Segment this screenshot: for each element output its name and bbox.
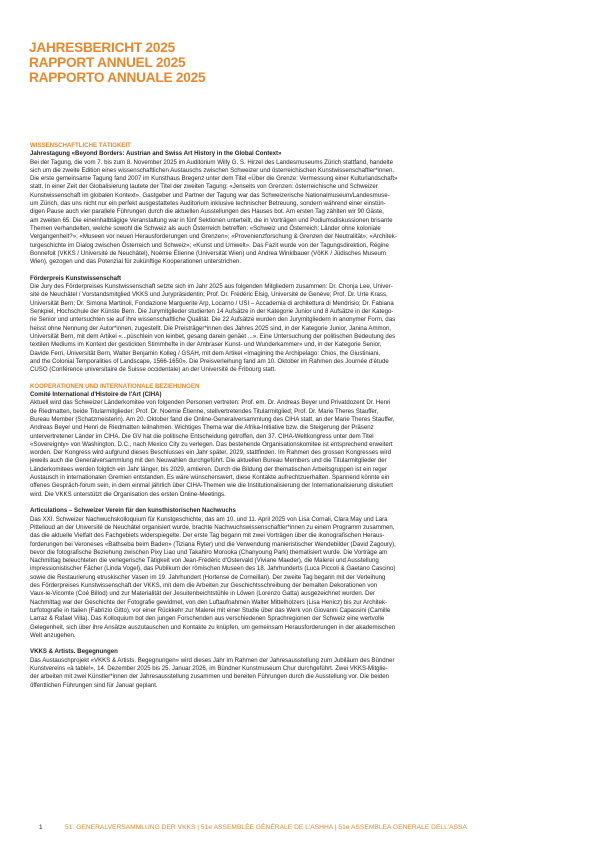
text-line: Nachmittag war der Geschichte der Fotografie gewidmet, von den Luftaufnahmen Walter Mittelholzers (Lisa Henicz) bis zur Architek- (30, 598, 388, 606)
paragraph-ciha (30, 399, 567, 499)
subsection-title-research-prize: Förderpreis Kunstwissenschaft (30, 274, 122, 282)
text-line: wird. Die VKKS unterstützt die Organisation des ersten Online-Meetings. (30, 490, 226, 498)
text-line: Universität Bern, mit dem Artikel «...püschlein von leinbet, gesang darein genäet ...». Eine Untersuchung der politischen Bedeutung des (30, 332, 396, 340)
title-italian: RAPPORTO ANNUALE 2025 (29, 70, 206, 86)
text-line: worden. Der Kongress wird aufgrund dieses Beschlusses ein Jahr später, 2029, stattfinden. Im Rahmen des grossen Kongresses wird (30, 449, 392, 457)
text-line: Themen verhandelten, welche sowohl die Schweiz als auch Österreich betreffen: «Schweiz und Österreich: Länder ohne koloniale (30, 224, 381, 232)
text-line: de Riedmatten, beide Titularmitglieder; Prof. Dr. Noémie Étienne, stellvertretendes Titularmitglied; Prof. Dr. Marie Theres Stauffer, (30, 407, 379, 415)
text-line: «Sovereignty» von Washington, D.C., nach Mexico City zu verlegen. Das bestehende Organisationskomitee ist entsprechend erweitert (30, 440, 393, 448)
text-line: sich um die zweite Edition eines wissenschaftlichen Austauschs zwischen Schweizer und österreichischen Kunstwissenschaftler*innen. (30, 166, 395, 174)
text-line: impressionistischer Fächer (Linda Vogel), das Publikum der römischen Museen des 18. Jahrhunderts (Luca Piccoli & Gaetano Cascino) (30, 565, 396, 573)
page-number: 1 (39, 824, 43, 831)
text-line: Davide Ferri, Universität Bern, Walter Benjamin Kolleg / GSAH, mit dem Artikel «Imagining the Archipelago: Chios, the Giustiniani, (30, 349, 380, 357)
text-line: der arbeiten mit zwei Künstler*innen der Jahresausstellung zusammen und bereiten Führungen durch die Ausstellung vor. Die beiden (30, 673, 390, 681)
text-line: um Zürich, das uns nicht nur ein perfekt ausgestattetes Auditorium inklusive technischer Betreuung, sondern während einer einstün- (30, 200, 386, 208)
text-line: Die erste gemeinsame Tagung fand 2007 im Kunsthaus Bregenz unter dem Titel «Über die Grenze: Vermessung einer Kulturlandschaft» (30, 175, 398, 183)
text-line: turfotografie in Italien (Fabrizio Gitto), vor einer Rückkehr zur Malerei mit einer Studie über das Werk von Giovanni Capassini (Camille (30, 606, 391, 614)
text-line: Andreas Beyer und Henri de Riedmatten teilnahmen. Wichtiges Thema war die Afrika-Initiative bzw. die Steigerung der Präsenz (30, 424, 374, 432)
text-line: am zweiten 65. Die eineinhalbtägige Veranstaltung war in fünf Sektionen unterteilt, die in Vorträgen und Podiumsdiskussionen brisante (30, 216, 393, 224)
text-line: Bei der Tagung, die vom 7. bis zum 8. November 2025 im Auditorium Willy G. S. Hirzel des Landesmuseums Zürich stattfand, handelte (30, 158, 393, 166)
text-line: Länderkomitees werden folglich ein Jahr länger, bis 2029, amtieren. Durch die Bildung der thematischen Arbeitsgruppen ist ein reger (30, 465, 388, 473)
text-line: Das XXI. Schweizer Nachwuchskolloquium für Kunstgeschichte, das am 10. und 11. April 2025 von Lisa Cornali, Clara May und Lara (30, 515, 388, 523)
subsection-title-ciha: Comité International d'Histoire de l'Art (CIHA) (30, 391, 162, 399)
text-line: Larraz & Rafael Villa). Das Kolloquium bot den jungen Forschenden aus verschiedenen Sprachregionen der Schweiz eine wertvolle (30, 615, 385, 623)
paragraph-annual-conference (30, 159, 567, 267)
title-german: JAHRESBERICHT 2025 (29, 40, 175, 55)
title-french: RAPPORT ANNUEL 2025 (29, 55, 186, 71)
text-line: Vaux-le-Vicomte (Coé Billod) und zur Materialität der Jesuitenbeichtstühle in Löwen (Lorenzo Gatta) ausgezeichnet wurden. Der (30, 590, 375, 598)
text-line: Welt anzugehen. (30, 631, 76, 639)
text-line: Universität Bern; Dr. Simona Martinoli, Fondazione Marguerite Arp, Locarno / USI – Accademia di architettura di Mendrisio; Dr. Fabiana (30, 299, 394, 307)
paragraph-articulations (30, 516, 567, 640)
text-line: digen Pause auch vier parallele Führungen durch die aktuellen Ausstellungen des Hauses bot. Am ersten Tag zählten wir 90 Gäste, (30, 208, 384, 216)
text-line: Kunstwissenschaft im globalen Kontext». Gastgeber und Partner der Tagung war das Schweizerische Nationalmuseum/Landesmuse- (30, 191, 390, 199)
subsection-title-vkks-artists: VKKS & Artists. Begegnungen (30, 648, 118, 656)
text-line: Nachmittag beleuchteten die verlegerische Tätigkeit von Jean-Frédéric d'Ostervald (Viviane Maeder), die Malerei und Ausstellung (30, 557, 379, 565)
subsection-title-annual-conference: Jahrestagung «Beyond Borders: Austrian and Swiss Art History in the Global Context» (30, 150, 282, 158)
text-line: heisst ohne Nennung der Autor*innen, zugestellt. Die Preisträger*innen des Jahres 2025 sind, in der Kategorie Junior, Janina Ammon, (30, 324, 392, 332)
text-line: CUSO (Conférence universitaire de Suisse occidentale) an der Université de Fribourg statt. (30, 366, 276, 374)
text-line: das die aktuelle Vielfalt des Fachgebiets widerspiegelte. Der erste Tag begann mit zwei Vorträgen über die ikonografischen Heraus- (30, 532, 385, 540)
text-line: turgeschichte im Dialog zwischen Österreich und Schweiz»; «Kunst und Umwelt». Das Fazit wurde von der Tagungsdirektion, Régine (30, 241, 389, 249)
text-line: des Förderpreises Kunstwissenschaft der VKKS, mit dem die Arbeiten zur Geschichtsschreibung der bemalten Dekorationen von (30, 582, 378, 590)
text-line: sowie die Restaurierung etruskischer Vasen im 19. Jahrhundert (Hortense de Corneillan). Der zweite Tag begann mit der Verleihung (30, 573, 386, 581)
text-line: bevor die fotografische Beziehung zwischen Pixy Liao und Takahiro Morooka (Chanyoung Park) thematisiert wurde. Die Vorträge am (30, 548, 388, 556)
report-body (30, 142, 567, 690)
text-line: rie Senior und untersuchten sie auf ihre wissenschaftliche Qualität. Die 22 Aufsätze wurden den Jurymitgliedern in anonymer Form, das (30, 316, 396, 324)
footer-assembly-text: 51. GENERALVERSAMMLUNG DER VKKS | 51e ASSEMBLÉE GÉNÉRALE DE L'ASHHA | 51e ASSEMBLEA GENERALE DELL'ASSA (65, 824, 467, 831)
section-heading-scientific-activity: WISSENSCHAFTLICHE TÄTIGKEIT (30, 142, 131, 149)
text-line: Das Austauschprojekt «VKKS & Artists. Begegnungen» wird dieses Jahr im Rahmen der Jahresausstellung zum Jubiläum des Bündner (30, 656, 395, 664)
text-line: offenes Gespräch-forum sein, in dem einmal jährlich über CIHA-Themen wie die Institutionalisierung der Internationalisierung diskutiert (30, 482, 393, 490)
text-line: textilen Mediums im Kontext der gestickten Stimmhefte in der Ambraser Kunst- und Wunderkammer» und, in der Kategorie Senior, (30, 341, 382, 349)
text-line: öffentlichen Führungen sind für Januar geplant. (30, 681, 158, 689)
text-line: sité de Neuchâtel / Vorstandsmitglied VKKS und Jurypräsidentin; Prof. Dr. Frédéric Elsig, Université de Genève; Prof. Dr. Urte Krass, (30, 291, 388, 299)
paragraph-vkks-artists (30, 657, 567, 690)
text-line: Gelegenheit, sich über ihre Ansätze auszutauschen und Kontakte zu knüpfen, um gemeinsam Herausforderungen in der akademischen (30, 623, 396, 631)
text-line: Die Jury des Förderpreises Kunstwissenschaft setzte sich im Jahr 2025 aus folgenden Mitgliedern zusammen: Dr. Chonja Lee, Univer- (30, 283, 393, 291)
text-line: Bureau Member (Schatzmeisterin). Am 20. Oktober fand die Online-Generalversammlung des CIHA statt, an der Marie Theres Stauffer, (30, 415, 395, 423)
text-line: and the Colonial Temporalities of Landscape, 1566-1650». Die Preisverleihung fand am 10. Oktober im Rahmen des Journée d'étude (30, 357, 389, 365)
section-heading-cooperations: KOOPERATIONEN UND INTERNATIONALE BEZIEHUNGEN (30, 382, 200, 390)
text-line: Pittelioud an der Université de Neuchâtel organisiert wurde, brachte Nachwuchswissenschaftler*innen zu einem Programm zusammen, (30, 523, 395, 531)
text-line: Vergangenheit?»; «Museen vor neuen Herausforderungen und Grenzen»; «Provenienzforschung & Grenzen der Neutralität»; «Architek- (30, 233, 397, 241)
text-line: Bonnefoit (VKKS / Université de Neuchâtel), Noémie Étienne (Universität Wien) und Andrea Winklbauer (VöKK / Jüdisches Museum (30, 249, 386, 257)
subsection-title-articulations: Articulations – Schweizer Verein für den kunsthistorischen Nachwuchs (30, 507, 236, 515)
report-title-block (29, 40, 205, 86)
text-line: Aktuell wird das Schweizer Länderkomitee von folgenden Personen vertreten: Prof. em. Dr. Andreas Beyer und Privatdozent Dr. Henri (30, 399, 391, 407)
text-line: jeweils auch die Generalversammlung mit den Neuwahlen durchgeführt. Die aktuellen Bureau Members und die Titularmitglieder der (30, 457, 387, 465)
text-line: statt. In einer Zeit der Globalisierung lautete der Titel der zweiten Tagung: «Jenseits von Grenzen: österreichische und Schweizer (30, 183, 378, 191)
text-line: untervertretener Länder im CIHA. Die GV hat die politische Entscheidung getroffen, den 37. CIHA-Weltkongress unter dem Titel (30, 432, 374, 440)
text-line: Wien), gezogen und das Potenzial für zukünftige Kooperationen unterstrichen. (30, 258, 242, 266)
paragraph-research-prize (30, 283, 567, 374)
text-line: Kunstvereins «à table!», 14. Dezember 2025 bis 25. Januar 2026, im Bündner Kunstmuseum Chur durchgeführt. Zwei VKKS-Mitglie- (30, 665, 388, 673)
text-line: Senkpiel, Hochschule der Künste Bern. Die Jurymitglieder studierten 14 Aufsätze in der Kategorie Junior und 8 Aufsätze in der Katego- (30, 308, 394, 316)
text-line: Austausch in internationalen Gremien entstanden. Es wäre wünschenswert, diese Kontakte aufrechtzuerhalten. Spannend könnte ein (30, 474, 390, 482)
text-line: forderungen bei Veroneses «Bathseba beim Baden» (Tiziana Ryter) und die Verwendung manieristischer Wendebilder (David Zagoury), (30, 540, 396, 548)
